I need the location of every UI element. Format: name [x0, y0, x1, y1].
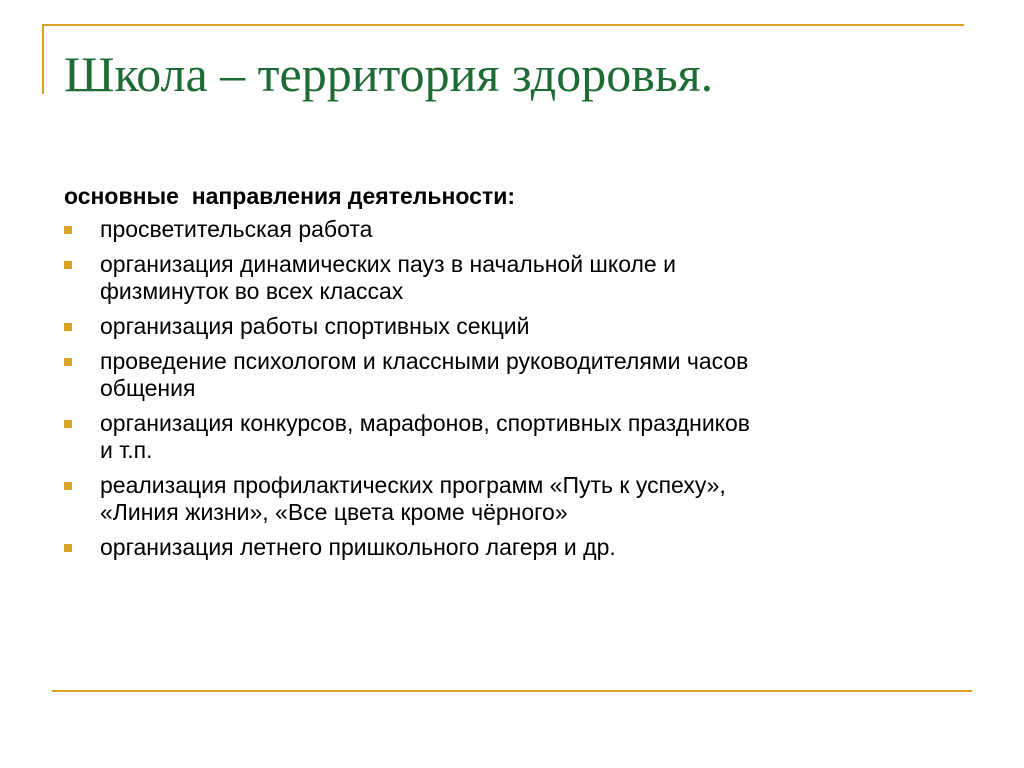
bullet-item [64, 313, 964, 340]
top-divider [42, 24, 964, 26]
bottom-divider [52, 690, 972, 692]
bullet-text: организация конкурсов, марафонов, спортивных праздников и т.п. [100, 410, 750, 463]
square-bullet-icon [64, 358, 72, 366]
slide-subtitle: основные направления деятельности: [64, 183, 516, 209]
square-bullet-icon [64, 261, 72, 269]
bullet-list [64, 216, 964, 561]
square-bullet-icon [64, 482, 72, 490]
bullet-text: проведение психологом и классными руководителями часов общения [100, 348, 749, 401]
bullet-text: просветительская работа [100, 216, 373, 242]
square-bullet-icon [64, 226, 72, 234]
bullet-item [64, 348, 964, 402]
square-bullet-icon [64, 420, 72, 428]
square-bullet-icon [64, 323, 72, 331]
bullet-text: организация динамических пауз в начальной школе и физминуток во всех классах [100, 251, 676, 304]
slide-title: Школа – территория здоровья. [64, 46, 714, 102]
bullet-item [64, 216, 964, 243]
bullet-item [64, 534, 964, 561]
slide-content [64, 180, 964, 569]
bullet-item [64, 251, 964, 305]
bullet-text: реализация профилактических программ «Путь к успеху», «Линия жизни», «Все цвета кроме чёрного» [100, 472, 726, 525]
bullet-text: организация работы спортивных секций [100, 313, 530, 339]
left-divider [42, 24, 44, 94]
bullet-item [64, 410, 964, 464]
square-bullet-icon [64, 544, 72, 552]
bullet-text: организация летнего пришкольного лагеря и др. [100, 534, 616, 560]
bullet-item [64, 472, 964, 526]
